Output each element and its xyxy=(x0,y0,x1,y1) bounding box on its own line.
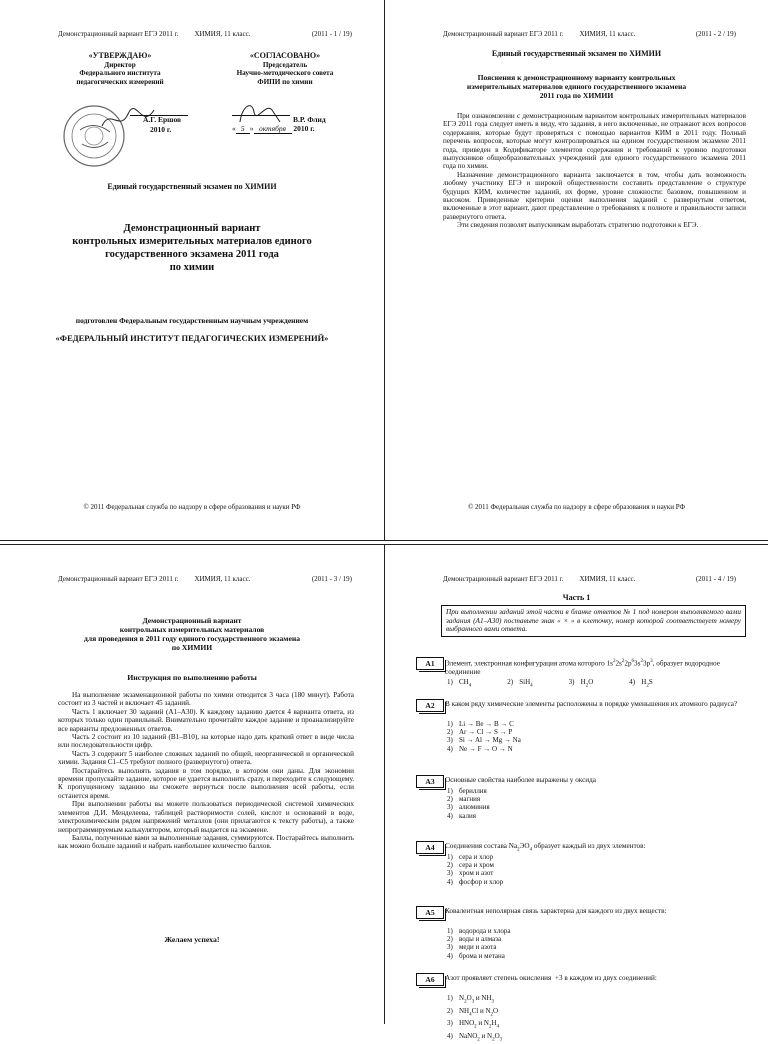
agreed-date-month: октября xyxy=(254,124,292,134)
answer-option[interactable]: 3) меди и азота xyxy=(447,943,497,952)
page-title: Единый государственный экзамен по ХИМИИ xyxy=(491,49,662,58)
header-middle: ХИМИЯ, 11 класс. xyxy=(194,30,251,38)
header-page: (2011 - 2 / 19) xyxy=(695,30,736,38)
answer-option[interactable]: 1) Li → Be → B → C xyxy=(447,720,514,728)
paragraph: Часть 1 включает 30 заданий (А1–А30). К каждому заданию дается 4 варианта ответа, из которых только один правильный. Внимательно прочитайте каждое задание и проанализируйте все варианты предложенных ответов. xyxy=(58,707,354,733)
instruction-text xyxy=(58,691,354,851)
question-number-a4: A4 xyxy=(416,841,444,854)
question-number-a3: A3 xyxy=(416,775,444,788)
page-header xyxy=(443,575,736,583)
doc-title xyxy=(0,222,384,274)
header-page: (2011 - 4 / 19) xyxy=(695,575,736,583)
agreed-line: Научно-методического совета xyxy=(236,69,334,78)
answer-options xyxy=(447,994,502,1044)
question-text: Соединения состава $Na_2ЭO_4$ образует каждый из двух элементов: xyxy=(445,842,646,853)
answer-option[interactable]: 4) брома и метана xyxy=(447,951,505,960)
question-text: Азот проявляет степень окисления +3 в каждом из двух соединений: xyxy=(445,974,657,982)
copyright-footer: © 2011 Федеральная служба по надзору в сфере образования и науки РФ xyxy=(467,503,686,511)
answer-options xyxy=(447,787,490,820)
answer-option[interactable]: 2) SiH$_4$ xyxy=(507,678,533,689)
copyright-footer: © 2011 Федеральная служба по надзору в сфере образования и науки РФ xyxy=(83,503,301,511)
approve-line: Федерального института xyxy=(79,69,161,78)
closing-wish: Желаем успеха! xyxy=(164,935,220,944)
question-text: В каком ряду химические элементы расположены в порядке уменьшения их атомного радиуса? xyxy=(445,700,738,708)
agreed-name: В.Р. Флид xyxy=(293,115,326,124)
question-number-a2: A2 xyxy=(416,699,444,712)
header-left: Демонстрационный вариант ЕГЭ 2011 г. xyxy=(58,30,179,38)
page-4 xyxy=(384,544,768,1043)
doc-title-line: контрольных измерительных материалов xyxy=(119,625,265,634)
answer-option[interactable]: 4) фосфор и хлор xyxy=(447,877,504,886)
paragraph: Эти сведения позволят выпускникам выработать стратегию подготовки к ЕГЭ. xyxy=(457,221,699,230)
answer-option[interactable]: 4) калия xyxy=(447,811,476,820)
page-subtitle xyxy=(385,73,768,100)
answer-option[interactable]: 2) магния xyxy=(447,795,481,804)
agreed-title: «СОГЛАСОВАНО» xyxy=(249,51,321,60)
approve-line: педагогических измерений xyxy=(76,77,164,86)
agreed-date-day: 5 xyxy=(236,124,250,134)
header-page: (2011 - 1 / 19) xyxy=(311,30,352,38)
answer-option[interactable]: 2) сера и хром xyxy=(447,861,494,870)
part-title: Часть 1 xyxy=(562,593,591,602)
doc-title-line: Демонстрационный вариант xyxy=(123,223,261,234)
instruction-title: Инструкция по выполнению работы xyxy=(127,673,257,682)
agreed-block xyxy=(215,52,355,86)
answer-options xyxy=(447,720,521,753)
paragraph: При ознакомлении с демонстрационным вариантом контрольных измерительных материалов ЕГЭ 2011 года следует иметь в виду, что задания, в него включенные, не отражают всех вопросов содержания, которые будут проверяться с помощью вариантов КИМ в 2011 году. Полный перечень вопросов, которые могут контролироваться на едином государственном экзамене 2011 года, приведен в Кодификаторе элементов содержания и требований к уровню подготовки выпускников общеобразовательных учреждений для единого государственного экзамена 2011 года по химии. xyxy=(443,112,746,171)
approve-title: «УТВЕРЖДАЮ» xyxy=(88,51,152,60)
question-number-a1: A1 xyxy=(416,657,444,670)
exam-line: Единый государственный экзамен по ХИМИИ xyxy=(107,182,277,191)
explanation-text xyxy=(443,112,746,230)
header-middle: ХИМИЯ, 11 класс. xyxy=(194,575,251,583)
answer-options xyxy=(447,927,510,960)
doc-title xyxy=(0,616,384,652)
paragraph: Назначение демонстрационного варианта заключается в том, чтобы дать возможность любому участнику ЕГЭ и широкой общественности составить представление о структуре будущих КИМ, количестве заданий, их форме, уровне сложности: базовом, повышенном и высоком. Приведенные критерии оценки выполнения заданий с развернутым ответом, включенные в этот вариант, дают представление о требованиях к полноте и правильности записи развернутого ответа. xyxy=(443,170,746,221)
header-page: (2011 - 3 / 19) xyxy=(311,575,352,583)
question-number-a6: A6 xyxy=(416,973,444,986)
page-header xyxy=(443,30,736,38)
paragraph: Часть 2 состоит из 10 заданий (В1–В10), на которые надо дать краткий ответ в виде числа или последовательности цифр. xyxy=(58,733,354,750)
answer-option[interactable]: 1) водорода и хлора xyxy=(447,927,511,935)
page-1 xyxy=(0,0,385,541)
answer-option[interactable]: 3) хром и азот xyxy=(447,869,494,878)
approve-line: Директор xyxy=(104,60,136,69)
header-left: Демонстрационный вариант ЕГЭ 2011 г. xyxy=(58,575,179,583)
doc-title-line: по ХИМИИ xyxy=(171,643,213,652)
paragraph: Баллы, полученные вами за выполненные задания, суммируются. Постарайтесь выполнить как можно больше заданий и набрать наибольшее количество баллов. xyxy=(58,833,354,851)
answer-option[interactable]: 4) $H_2S$ xyxy=(629,678,653,689)
agreed-line: Председатель xyxy=(262,60,308,69)
page-3 xyxy=(0,544,385,1024)
header-left: Демонстрационный вариант ЕГЭ 2011 г. xyxy=(443,30,564,38)
subtitle-line: Пояснения к демонстрационному варианту контрольных xyxy=(477,73,676,82)
paragraph: Часть 3 содержит 5 наиболее сложных заданий по общей, неорганической и органической химии. Задания С1–С5 требуют полного (развернутого) ответа. xyxy=(58,749,354,767)
institute-name: «ФЕДЕРАЛЬНЫЙ ИНСТИТУТ ПЕДАГОГИЧЕСКИХ ИЗМЕРЕНИЙ» xyxy=(55,333,329,343)
approve-name: А.Г. Ершов xyxy=(143,115,182,124)
question-text: Элемент, электронная конфигурация атома которого $1s^22s^22p^63s^23p^3$, образует водородное соединение xyxy=(445,659,720,676)
doc-title-line: Демонстрационный вариант xyxy=(142,616,242,625)
page-header xyxy=(58,575,352,583)
signature-line xyxy=(232,115,290,116)
question-text: Основные свойства наиболее выражены у оксида xyxy=(445,776,596,784)
answer-options xyxy=(447,678,653,691)
header-middle: ХИМИЯ, 11 класс. xyxy=(579,30,636,38)
answer-option[interactable]: 4) NaNO$_2$ и $N_2O_3$ xyxy=(447,1031,503,1043)
answer-option[interactable]: 2) $NH_4Cl$ и $N_2O$ xyxy=(447,1006,499,1017)
doc-title-line: по химии xyxy=(169,262,215,273)
part-instructions-box: При выполнении заданий этой части в бланке ответов № 1 под номером выполняемого вами задания (А1–А30) поставьте знак « × » в клеточку, номер которой соответствует номеру выбранного вами ответа. xyxy=(441,605,746,637)
agreed-date: 2010 г. xyxy=(293,124,315,133)
page-2 xyxy=(384,0,768,541)
answer-option[interactable]: 1) бериллия xyxy=(447,787,487,795)
header-left: Демонстрационный вариант ЕГЭ 2011 г. xyxy=(443,575,564,583)
paragraph: Постарайтесь выполнять задания в том порядке, в котором они даны. Для экономии времени пропускайте задание, которое не удается выполнить сразу, и переходите к следующему. К пропущенному заданию вы сможете вернуться после выполнения всей работы, если останется время. xyxy=(58,766,354,800)
answer-option[interactable]: 3) $H_2O$ xyxy=(568,678,594,689)
answer-option[interactable]: 3) Si → Al → Mg → Na xyxy=(447,736,521,745)
approve-date: 2010 г. xyxy=(150,125,172,134)
paragraph: При выполнении работы вы можете пользоваться периодической системой химических элементов Д.И. Менделеева, таблицей растворимости солей, кислот и оснований в воде, электрохимическим рядом напряжений металлов (они прилагаются к тексту работы), а также непрограммируемым калькулятором, который выдается на экзамене. xyxy=(58,800,354,834)
answer-option[interactable]: 3) алюминия xyxy=(447,803,490,812)
paragraph: На выполнение экзаменационной работы по химии отводится 3 часа (180 минут). Работа состоит из 3 частей и включает 45 заданий. xyxy=(58,691,354,708)
prepared-by: подготовлен Федеральным государственным научным учреждением xyxy=(75,316,309,325)
answer-option[interactable]: 1) $CH_4$ xyxy=(447,678,472,689)
subtitle-line: измерительных материалов единого государственного экзамена xyxy=(466,82,687,91)
answer-option[interactable]: 3) $HNO_2$ и $N_2H_4$ xyxy=(447,1019,500,1030)
answer-option[interactable]: 1) сера и хлор xyxy=(447,853,494,861)
agreed-line: ФИПИ по химии xyxy=(257,77,313,86)
page-header xyxy=(58,30,352,38)
question-text: Ковалентная неполярная связь характерна для каждого из двух веществ: xyxy=(445,907,667,915)
subtitle-line: 2011 года по ХИМИИ xyxy=(539,91,614,100)
agreed-date-row: « 5 » октября 2010 г. xyxy=(232,124,315,133)
doc-title-line: для проведения в 2011 году единого государственного экзамена xyxy=(83,634,300,643)
answer-option[interactable]: 2) Ar → Cl → S → P xyxy=(447,728,513,737)
question-number-a5: A5 xyxy=(416,906,444,919)
approve-block xyxy=(55,52,185,86)
doc-title-line: контрольных измерительных материалов единого xyxy=(72,236,312,247)
answer-options xyxy=(447,853,503,886)
answer-option[interactable]: 4) Ne → F → O → N xyxy=(447,744,513,753)
answer-option[interactable]: 2) воды и алмаза xyxy=(447,935,502,944)
header-middle: ХИМИЯ, 11 класс. xyxy=(579,575,636,583)
answer-option[interactable]: 1) $N_2O_3$ и $NH_3$ xyxy=(447,994,494,1005)
doc-title-line: государственного экзамена 2011 года xyxy=(105,249,279,260)
